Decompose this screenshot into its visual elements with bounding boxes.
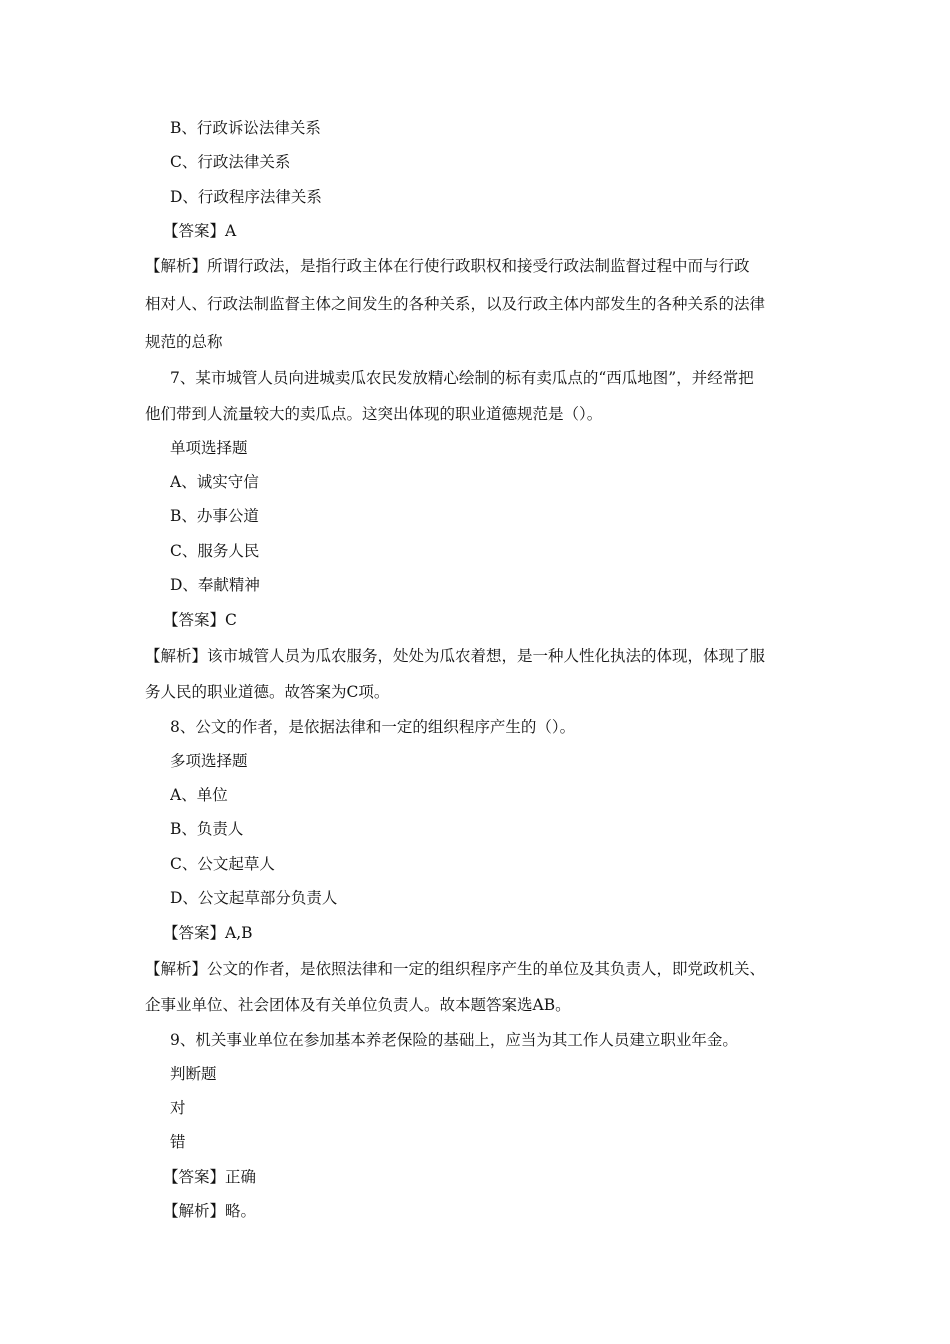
q7-option-a: A、诚实守信 [170,473,259,491]
q8-analysis-line: 【解析】公文的作者，是依照法律和一定的组织程序产生的单位及其负责人，即党政机关、 [145,960,766,978]
q8-answer: 【答案】A,B [163,924,253,942]
q7-option-b: B、办事公道 [170,507,259,525]
q6-option-d: D、行政程序法律关系 [170,188,322,206]
q9-option-false: 错 [170,1133,186,1151]
q7-option-d: D、奉献精神 [170,576,260,594]
q7-analysis-line: 务人民的职业道德。故答案为C项。 [145,683,390,701]
q6-analysis-line: 规范的总称 [145,333,223,351]
q8-stem: 8、公文的作者，是依据法律和一定的组织程序产生的（）。 [170,718,576,736]
q9-type: 判断题 [170,1065,217,1083]
q8-option-b: B、负责人 [170,820,244,838]
q8-option-d: D、公文起草部分负责人 [170,889,338,907]
q7-answer: 【答案】C [163,611,237,629]
q7-type: 单项选择题 [170,439,248,457]
q7-option-c: C、服务人民 [170,542,260,560]
q8-option-c: C、公文起草人 [170,855,275,873]
q7-stem-line: 7、某市城管人员向进城卖瓜农民发放精心绘制的标有卖瓜点的“西瓜地图”，并经常把 [170,369,754,387]
q7-stem-line: 他们带到人流量较大的卖瓜点。这突出体现的职业道德规范是（）。 [145,405,603,423]
q8-analysis-line: 企事业单位、社会团体及有关单位负责人。故本题答案选AB。 [145,996,571,1014]
q6-analysis-line: 【解析】所谓行政法，是指行政主体在行使行政职权和接受行政法制监督过程中而与行政 [145,257,750,275]
q6-option-b: B、行政诉讼法律关系 [170,119,321,137]
q6-answer: 【答案】A [163,222,237,240]
q8-type: 多项选择题 [170,752,248,770]
q7-analysis-line: 【解析】该市城管人员为瓜农服务，处处为瓜农着想，是一种人性化执法的体现，体现了服 [145,647,766,665]
q9-analysis: 【解析】略。 [163,1202,257,1220]
q9-stem: 9、机关事业单位在参加基本养老保险的基础上，应当为其工作人员建立职业年金。 [170,1031,738,1049]
q9-option-true: 对 [170,1099,186,1117]
q6-option-c: C、行政法律关系 [170,153,291,171]
q8-option-a: A、单位 [170,786,228,804]
q9-answer: 【答案】正确 [163,1168,257,1186]
q6-analysis-line: 相对人、行政法制监督主体之间发生的各种关系，以及行政主体内部发生的各种关系的法律 [145,295,766,313]
